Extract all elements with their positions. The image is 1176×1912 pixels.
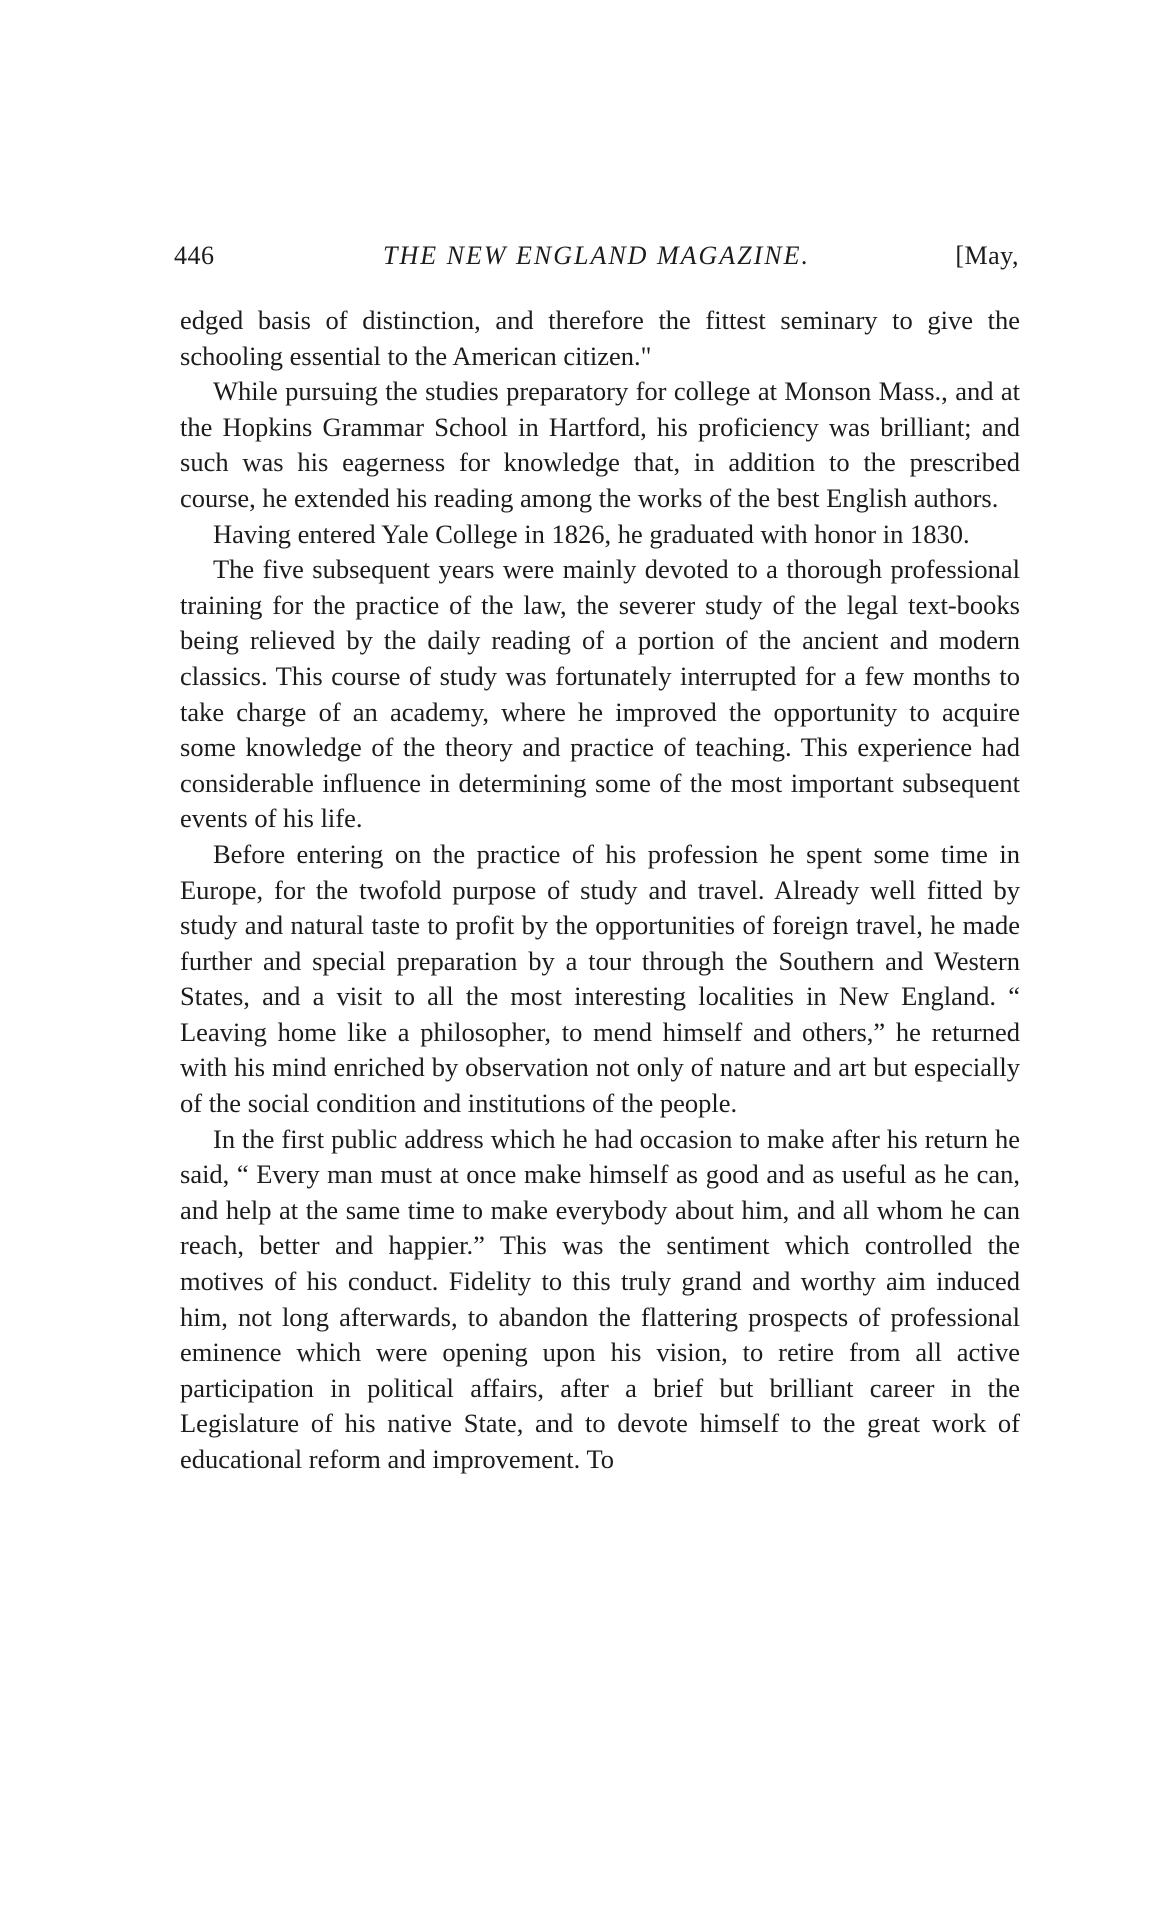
paragraph: While pursuing the studies preparatory for college at Monson Mass., and at the Hopkins Grammar School in Hartford, his proficiency was brilliant; and such was his eagerness for knowledge that, in addition to the prescribed course, he extended his reading among the works of the best English authors. bbox=[180, 376, 1020, 513]
page-number: 446 bbox=[174, 241, 215, 270]
paragraph: Before entering on the practice of his profession he spent some time in Europe, for the twofold purpose of study and travel. Already well fitted by study and natural taste to profit by the opportunities of foreign travel, he made further and special preparation by a tour through the Southern and Western States, and a visit to all the most interesting localities in New England. “ Leaving home like a philosopher, to mend himself and others,” he returned with his mind enriched by observation not only of nature and art but especially of the social condition and institutions of the people. bbox=[180, 838, 1020, 1119]
paragraph: In the first public address which he had occasion to make after his return he said, “ Every man must at once make himself as good and as useful as he can, and help at the same time to make everybody about him, and all whom he can reach, better and happier.” This was the sentiment which controlled the motives of his conduct. Fidelity to this truly grand and worthy aim induced him, not long afterwards, to abandon the flattering prospects of professional eminence which were opening upon his vision, to retire from all active participation in political affairs, after a brief but brilliant career in the Legislature of his native State, and to devote himself to the great work of educational reform and improvement. To bbox=[180, 1123, 1020, 1474]
paragraph-continued: edged basis of distinction, and therefore the fittest seminary to give the schooling essential to the American citizen." bbox=[180, 305, 1020, 371]
article-body bbox=[180, 303, 1020, 1478]
issue-month: [May, bbox=[955, 241, 1019, 270]
journal-title: THE NEW ENGLAND MAGAZINE. bbox=[383, 241, 810, 270]
paragraph: Having entered Yale College in 1826, he graduated with honor in 1830. bbox=[213, 518, 970, 549]
paragraph: The five subsequent years were mainly devoted to a thorough professional training for the practice of the law, the severer study of the legal text-books being relieved by the daily reading of a portion of the ancient and modern classics. This course of study was fortunately interrupted for a few months to take charge of an academy, where he improved the opportunity to acquire some knowledge of the theory and practice of teaching. This experience had considerable influence in determining some of the most important subsequent events of his life. bbox=[180, 554, 1020, 834]
running-head bbox=[174, 236, 1019, 276]
